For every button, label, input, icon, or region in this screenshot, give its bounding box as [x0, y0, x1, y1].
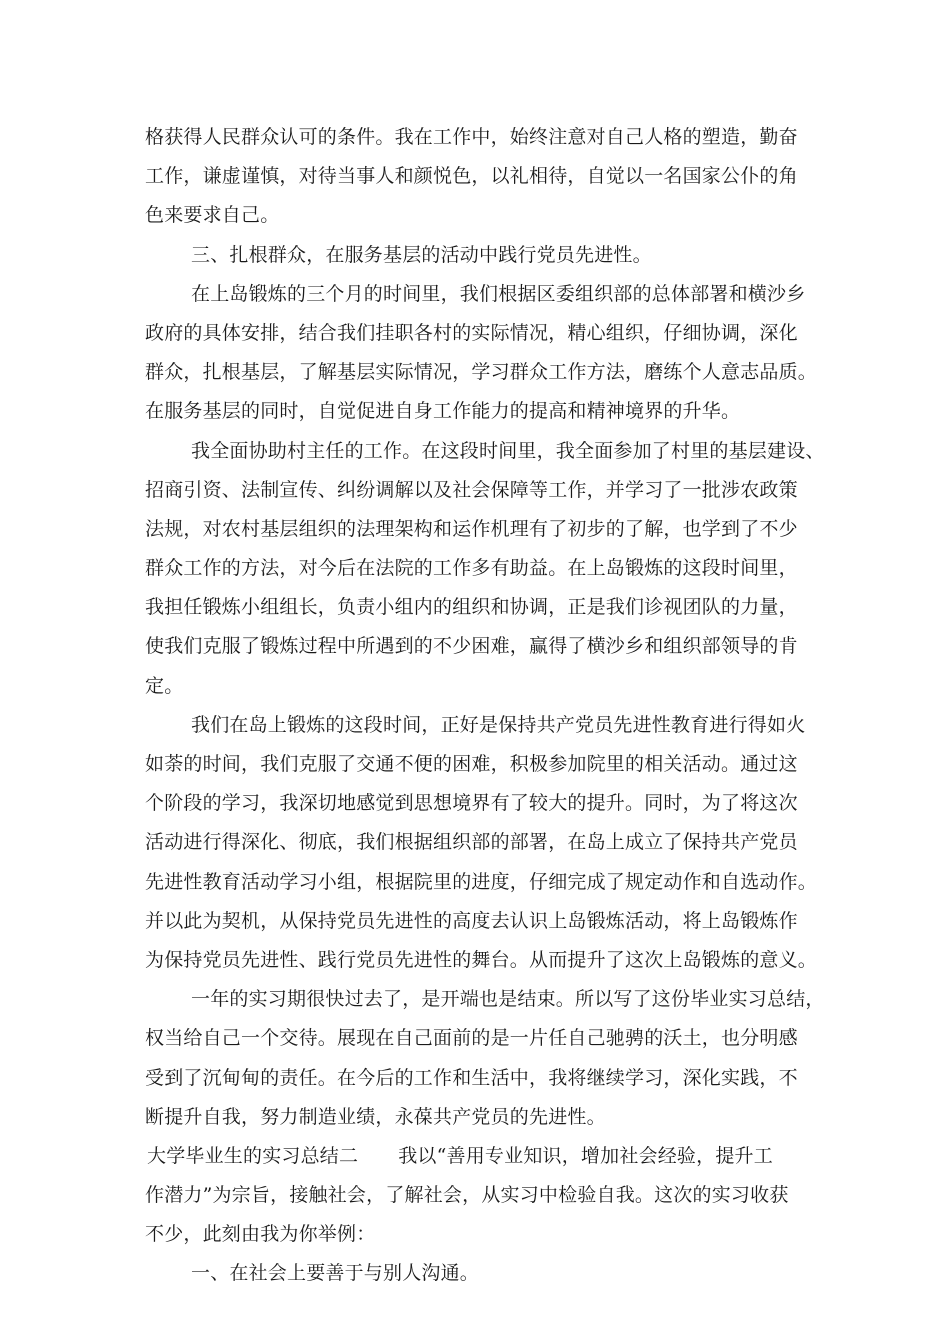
paragraph-line: 个阶段的学习，我深切地感觉到思想境界有了较大的提升。同时，为了将这次	[145, 792, 798, 815]
paragraph-line: 使我们克服了锻炼过程中所遇到的不少困难，赢得了横沙乡和组织部领导的肯	[145, 635, 798, 658]
paragraph-text: 我以“善用专业知识，增加社会经验，提升工	[398, 1144, 773, 1167]
paragraph-line: 法规，对农村基层组织的法理架构和运作机理有了初步的了解，也学到了不少	[145, 517, 798, 540]
paragraph-line: 在上岛锻炼的三个月的时间里，我们根据区委组织部的总体部署和横沙乡	[191, 282, 806, 305]
paragraph-line: 定。	[145, 674, 184, 697]
paragraph-line: 工作，谦虚谨慎，对待当事人和颜悦色，以礼相待，自觉以一名国家公仆的角	[145, 165, 798, 188]
paragraph-line: 先进性教育活动学习小组，根据院里的进度，仔细完成了规定动作和自选动作。	[145, 870, 818, 893]
paragraph-line: 群众工作的方法，对今后在法院的工作多有助益。在上岛锻炼的这段时间里，	[145, 557, 798, 580]
paragraph-line: 权当给自己一个交待。展现在自己面前的是一片任自己驰骋的沃土，也分明感	[145, 1027, 798, 1050]
section-heading-three: 三、扎根群众，在服务基层的活动中践行党员先进性。	[191, 243, 652, 266]
paragraph-line: 我担任锻炼小组组长，负责小组内的组织和协调，正是我们诊视团队的力量，	[145, 596, 798, 619]
paragraph-line: 不少，此刻由我为你举例：	[145, 1223, 376, 1246]
paragraph-line: 为保持党员先进性、践行党员先进性的舞台。从而提升了这次上岛锻炼的意义。	[145, 948, 818, 971]
paragraph-line: 作潜力”为宗旨，接触社会，了解社会，从实习中检验自我。这次的实习收获	[145, 1184, 789, 1207]
paragraph-line: 色来要求自己。	[145, 204, 280, 227]
paragraph-line: 活动进行得深化、彻底，我们根据组织部的部署，在岛上成立了保持共产党员	[145, 831, 798, 854]
subtitle-line	[145, 1137, 835, 1176]
paragraph-line: 受到了沉甸甸的责任。在今后的工作和生活中，我将继续学习，深化实践，不	[145, 1066, 798, 1089]
document-body	[145, 118, 835, 1294]
paragraph-line: 我们在岛上锻炼的这段时间，正好是保持共产党员先进性教育进行得如火	[191, 713, 806, 736]
paragraph-line: 并以此为契机，从保持党员先进性的高度去认识上岛锻炼活动，将上岛锻炼作	[145, 909, 798, 932]
paragraph-line: 格获得人民群众认可的条件。我在工作中，始终注意对自己人格的塑造，勤奋	[145, 126, 798, 148]
paragraph-line: 群众，扎根基层，了解基层实际情况，学习群众工作方法，磨练个人意志品质。	[145, 361, 818, 384]
document-subtitle: 大学毕业生的实习总结二	[147, 1144, 359, 1167]
paragraph-line: 如荼的时间，我们克服了交通不便的困难，积极参加院里的相关活动。通过这	[145, 753, 798, 775]
paragraph-line: 在服务基层的同时，自觉促进自身工作能力的提高和精神境界的升华。	[145, 400, 741, 423]
paragraph-line: 我全面协助村主任的工作。在这段时间里，我全面参加了村里的基层建设、	[191, 439, 825, 462]
paragraph-line: 一年的实习期很快过去了，是开端也是结束。所以写了这份毕业实习总结，	[191, 988, 825, 1011]
paragraph-line: 政府的具体安排，结合我们挂职各村的实际情况，精心组织，仔细协调，深化	[145, 321, 798, 344]
paragraph-line: 断提升自我，努力制造业绩，永葆共产党员的先进性。	[145, 1105, 606, 1128]
section-heading-one: 一、在社会上要善于与别人沟通。	[191, 1262, 480, 1285]
paragraph-line: 招商引资、法制宣传、纠纷调解以及社会保障等工作，并学习了一批涉农政策	[145, 478, 798, 501]
